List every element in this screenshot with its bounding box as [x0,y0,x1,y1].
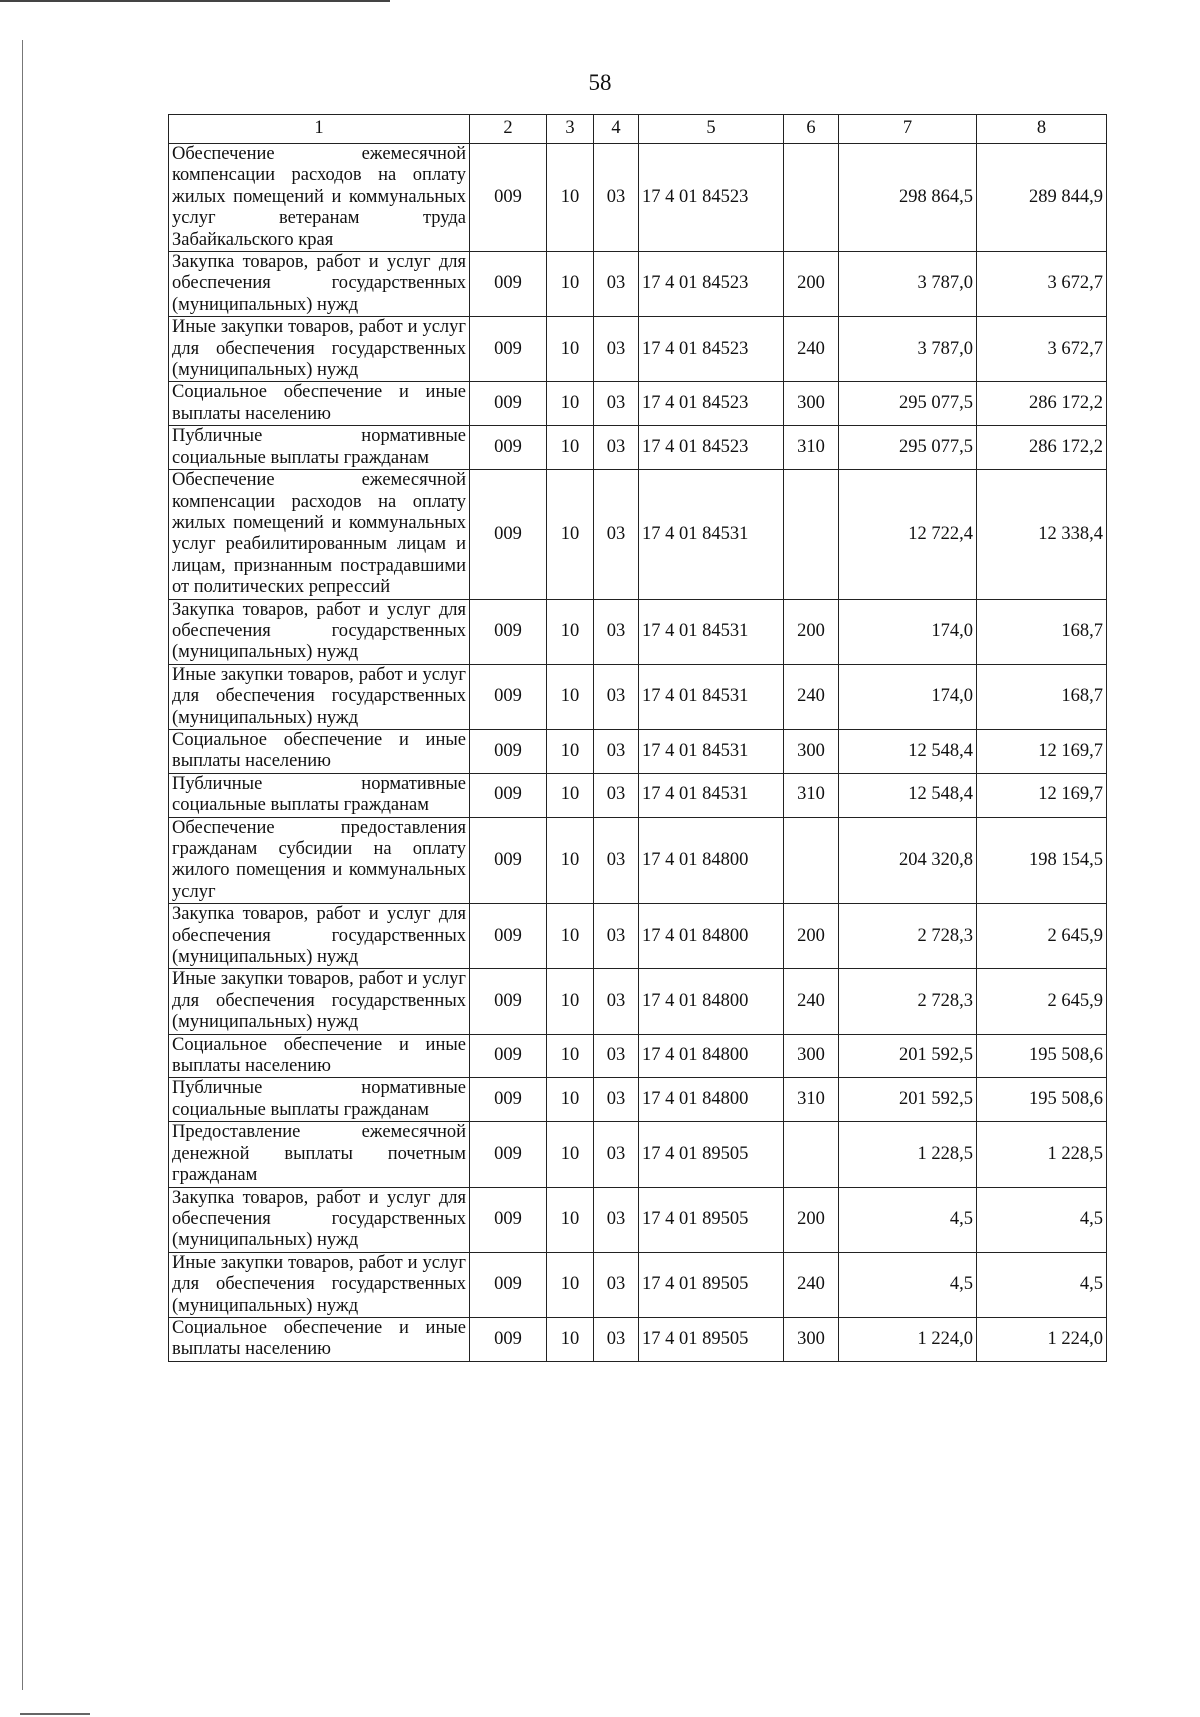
table-row [169,426,1107,470]
cell-amount-col7: 12 548,4 [839,729,977,773]
cell-target-article: 17 4 01 89505 [639,1122,784,1187]
row-description: Обеспечение предоставления гражданам субсидии на оплату жилого помещения и коммунальных услуг [169,817,470,904]
cell-target-article: 17 4 01 84800 [639,904,784,969]
table-row [169,144,1107,252]
cell-section: 10 [547,470,594,599]
row-description: Социальное обеспечение и иные выплаты населению [169,1317,470,1361]
cell-ministry-code: 009 [470,773,547,817]
table-row [169,969,1107,1034]
cell-target-article: 17 4 01 84800 [639,817,784,904]
cell-section: 10 [547,969,594,1034]
cell-section: 10 [547,817,594,904]
row-description: Закупка товаров, работ и услуг для обеспечения государственных (муниципальных) нужд [169,599,470,664]
cell-subsection: 03 [594,599,639,664]
row-description: Иные закупки товаров, работ и услуг для обеспечения государственных (муниципальных) нужд [169,969,470,1034]
cell-ministry-code: 009 [470,969,547,1034]
budget-table [168,114,1107,1362]
table-header-row [169,115,1107,144]
cell-subsection: 03 [594,426,639,470]
column-header: 8 [977,115,1107,144]
cell-amount-col7: 2 728,3 [839,904,977,969]
cell-section: 10 [547,252,594,317]
cell-expense-type: 300 [784,1034,839,1078]
cell-target-article: 17 4 01 84523 [639,317,784,382]
cell-subsection: 03 [594,382,639,426]
cell-subsection: 03 [594,1317,639,1361]
cell-amount-col7: 1 224,0 [839,1317,977,1361]
cell-ministry-code: 009 [470,1187,547,1252]
cell-section: 10 [547,382,594,426]
row-description: Предоставление ежемесячной денежной выплаты почетным гражданам [169,1122,470,1187]
cell-target-article: 17 4 01 84523 [639,426,784,470]
cell-amount-col8: 4,5 [977,1252,1107,1317]
cell-amount-col7: 12 722,4 [839,470,977,599]
cell-section: 10 [547,1317,594,1361]
table-row [169,904,1107,969]
cell-expense-type [784,1122,839,1187]
table-row [169,1122,1107,1187]
cell-subsection: 03 [594,817,639,904]
cell-expense-type: 200 [784,1187,839,1252]
cell-target-article: 17 4 01 89505 [639,1187,784,1252]
cell-section: 10 [547,144,594,252]
cell-target-article: 17 4 01 84523 [639,144,784,252]
cell-amount-col7: 174,0 [839,599,977,664]
cell-subsection: 03 [594,664,639,729]
cell-expense-type: 200 [784,252,839,317]
cell-ministry-code: 009 [470,426,547,470]
cell-amount-col7: 4,5 [839,1252,977,1317]
cell-expense-type: 200 [784,904,839,969]
cell-ministry-code: 009 [470,1034,547,1078]
cell-section: 10 [547,1187,594,1252]
cell-ministry-code: 009 [470,1078,547,1122]
cell-amount-col7: 4,5 [839,1187,977,1252]
cell-subsection: 03 [594,252,639,317]
cell-subsection: 03 [594,969,639,1034]
cell-subsection: 03 [594,729,639,773]
cell-amount-col8: 1 228,5 [977,1122,1107,1187]
cell-amount-col8: 168,7 [977,599,1107,664]
cell-section: 10 [547,1034,594,1078]
cell-subsection: 03 [594,1034,639,1078]
cell-target-article: 17 4 01 84800 [639,1078,784,1122]
cell-ministry-code: 009 [470,1122,547,1187]
cell-expense-type: 300 [784,1317,839,1361]
cell-subsection: 03 [594,317,639,382]
cell-target-article: 17 4 01 89505 [639,1317,784,1361]
column-header: 4 [594,115,639,144]
cell-section: 10 [547,1078,594,1122]
table-row [169,382,1107,426]
cell-subsection: 03 [594,470,639,599]
cell-expense-type: 240 [784,1252,839,1317]
cell-expense-type: 300 [784,382,839,426]
cell-amount-col8: 2 645,9 [977,904,1107,969]
column-header: 1 [169,115,470,144]
cell-section: 10 [547,904,594,969]
cell-target-article: 17 4 01 84531 [639,470,784,599]
row-description: Публичные нормативные социальные выплаты гражданам [169,773,470,817]
cell-amount-col7: 295 077,5 [839,426,977,470]
row-description: Закупка товаров, работ и услуг для обеспечения государственных (муниципальных) нужд [169,252,470,317]
cell-expense-type: 240 [784,664,839,729]
cell-section: 10 [547,729,594,773]
cell-target-article: 17 4 01 84800 [639,969,784,1034]
cell-amount-col8: 198 154,5 [977,817,1107,904]
cell-amount-col8: 195 508,6 [977,1034,1107,1078]
cell-amount-col8: 3 672,7 [977,252,1107,317]
cell-ministry-code: 009 [470,470,547,599]
cell-section: 10 [547,773,594,817]
cell-ministry-code: 009 [470,144,547,252]
row-description: Публичные нормативные социальные выплаты гражданам [169,1078,470,1122]
cell-amount-col7: 2 728,3 [839,969,977,1034]
row-description: Социальное обеспечение и иные выплаты населению [169,729,470,773]
cell-section: 10 [547,1252,594,1317]
cell-ministry-code: 009 [470,382,547,426]
cell-section: 10 [547,1122,594,1187]
cell-section: 10 [547,317,594,382]
row-description: Иные закупки товаров, работ и услуг для обеспечения государственных (муниципальных) нужд [169,317,470,382]
scan-edge-left [22,40,23,1690]
page-number: 58 [588,70,612,95]
cell-section: 10 [547,599,594,664]
row-description: Закупка товаров, работ и услуг для обеспечения государственных (муниципальных) нужд [169,904,470,969]
table-row [169,1187,1107,1252]
column-header: 3 [547,115,594,144]
cell-amount-col8: 2 645,9 [977,969,1107,1034]
cell-amount-col8: 12 169,7 [977,773,1107,817]
cell-subsection: 03 [594,1252,639,1317]
cell-section: 10 [547,664,594,729]
cell-amount-col8: 12 338,4 [977,470,1107,599]
column-header: 2 [470,115,547,144]
column-header: 6 [784,115,839,144]
cell-expense-type [784,817,839,904]
cell-ministry-code: 009 [470,1317,547,1361]
cell-ministry-code: 009 [470,317,547,382]
cell-ministry-code: 009 [470,252,547,317]
cell-expense-type: 200 [784,599,839,664]
cell-amount-col7: 201 592,5 [839,1034,977,1078]
row-description: Иные закупки товаров, работ и услуг для обеспечения государственных (муниципальных) нужд [169,1252,470,1317]
row-description: Обеспечение ежемесячной компенсации расходов на оплату жилых помещений и коммунальных услуг ветеранам труда Забайкальского края [169,144,470,252]
cell-expense-type: 300 [784,729,839,773]
cell-subsection: 03 [594,1078,639,1122]
cell-amount-col8: 12 169,7 [977,729,1107,773]
column-header: 7 [839,115,977,144]
cell-subsection: 03 [594,1122,639,1187]
cell-amount-col7: 12 548,4 [839,773,977,817]
cell-target-article: 17 4 01 84531 [639,599,784,664]
cell-subsection: 03 [594,1187,639,1252]
cell-expense-type [784,144,839,252]
cell-amount-col7: 3 787,0 [839,252,977,317]
cell-subsection: 03 [594,773,639,817]
cell-ministry-code: 009 [470,817,547,904]
cell-ministry-code: 009 [470,664,547,729]
cell-amount-col7: 295 077,5 [839,382,977,426]
table-row [169,252,1107,317]
cell-ministry-code: 009 [470,729,547,773]
cell-subsection: 03 [594,144,639,252]
cell-amount-col8: 3 672,7 [977,317,1107,382]
cell-subsection: 03 [594,904,639,969]
cell-amount-col8: 289 844,9 [977,144,1107,252]
cell-target-article: 17 4 01 84523 [639,252,784,317]
table-row [169,729,1107,773]
cell-amount-col7: 298 864,5 [839,144,977,252]
cell-expense-type: 310 [784,773,839,817]
row-description: Социальное обеспечение и иные выплаты населению [169,1034,470,1078]
cell-ministry-code: 009 [470,599,547,664]
cell-target-article: 17 4 01 84523 [639,382,784,426]
table-row [169,1317,1107,1361]
row-description: Закупка товаров, работ и услуг для обеспечения государственных (муниципальных) нужд [169,1187,470,1252]
table-row [169,470,1107,599]
table-row [169,599,1107,664]
row-description: Социальное обеспечение и иные выплаты населению [169,382,470,426]
table-row [169,817,1107,904]
cell-ministry-code: 009 [470,1252,547,1317]
cell-target-article: 17 4 01 89505 [639,1252,784,1317]
cell-amount-col8: 168,7 [977,664,1107,729]
cell-amount-col7: 204 320,8 [839,817,977,904]
cell-expense-type: 240 [784,317,839,382]
cell-amount-col7: 174,0 [839,664,977,729]
column-header: 5 [639,115,784,144]
cell-target-article: 17 4 01 84531 [639,773,784,817]
cell-target-article: 17 4 01 84531 [639,664,784,729]
cell-amount-col7: 201 592,5 [839,1078,977,1122]
cell-amount-col8: 286 172,2 [977,382,1107,426]
table-row [169,773,1107,817]
cell-amount-col8: 4,5 [977,1187,1107,1252]
row-description: Публичные нормативные социальные выплаты гражданам [169,426,470,470]
cell-amount-col8: 1 224,0 [977,1317,1107,1361]
cell-section: 10 [547,426,594,470]
cell-amount-col7: 3 787,0 [839,317,977,382]
cell-ministry-code: 009 [470,904,547,969]
table-row [169,1252,1107,1317]
cell-expense-type: 310 [784,1078,839,1122]
cell-amount-col8: 286 172,2 [977,426,1107,470]
scan-edge-top [0,0,390,2]
cell-target-article: 17 4 01 84800 [639,1034,784,1078]
table-row [169,317,1107,382]
cell-expense-type: 310 [784,426,839,470]
cell-amount-col8: 195 508,6 [977,1078,1107,1122]
table-row [169,1034,1107,1078]
table-row [169,1078,1107,1122]
cell-expense-type: 240 [784,969,839,1034]
scan-edge-bottom [20,1713,90,1715]
row-description: Обеспечение ежемесячной компенсации расходов на оплату жилых помещений и коммунальных услуг реабилитированным лицам и лицам, признанным пострадавшими от политических репрессий [169,470,470,599]
cell-expense-type [784,470,839,599]
cell-target-article: 17 4 01 84531 [639,729,784,773]
table-row [169,664,1107,729]
row-description: Иные закупки товаров, работ и услуг для обеспечения государственных (муниципальных) нужд [169,664,470,729]
cell-amount-col7: 1 228,5 [839,1122,977,1187]
